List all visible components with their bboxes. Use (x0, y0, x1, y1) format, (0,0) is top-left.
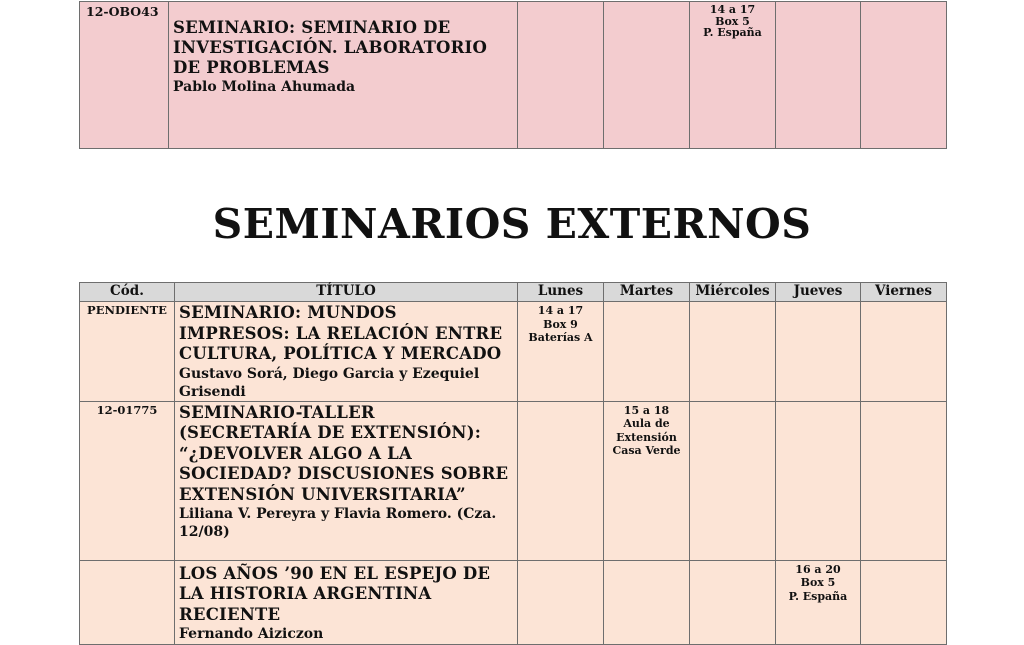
course-title-cell (175, 302, 518, 402)
schedule-cell-empty (518, 2, 604, 149)
course-author: Gustavo Sorá, Diego Garcia y Ezequiel Grisendi (179, 365, 480, 400)
schedule-cell-empty (690, 302, 776, 402)
table-row (80, 401, 947, 560)
schedule-time: 15 a 18 (623, 403, 670, 417)
schedule-room: Box 9 (543, 317, 578, 331)
course-title: SEMINARIO: MUNDOS IMPRESOS: LA RELACIÓN ENTRE CULTURA, POLÍTICA Y MERCADO (179, 303, 503, 363)
course-code: 12-01775 (80, 401, 175, 560)
header-monday: Lunes (518, 283, 604, 302)
section-heading: SEMINARIOS EXTERNOS (212, 200, 812, 248)
course-title: SEMINARIO-TALLER (SECRETARÍA DE EXTENSIÓN): “¿DEVOLVER ALGO A LA SOCIEDAD? DISCUSIONES SOBRE EXTENSIÓN UNIVERSITARIA” (179, 402, 509, 504)
course-code (80, 560, 175, 644)
schedule-cell-empty (690, 560, 776, 644)
table-row (80, 560, 947, 644)
schedule-cell-empty (861, 2, 947, 149)
schedule-cell-empty (776, 401, 861, 560)
course-author: Pablo Molina Ahumada (173, 79, 356, 95)
table-row (80, 302, 947, 402)
schedule-cell-empty (518, 401, 604, 560)
table-row (80, 2, 947, 149)
header-wednesday: Miércoles (690, 283, 776, 302)
schedule-building: Casa Verde (612, 444, 681, 457)
schedule-cell (690, 2, 776, 149)
schedule-cell-empty (518, 560, 604, 644)
course-title-cell (175, 560, 518, 644)
schedule-cell-tuesday (604, 401, 690, 560)
course-code: 12-OBO43 (80, 2, 169, 149)
course-author: Fernando Aiziczon (179, 626, 324, 642)
course-title-cell (175, 401, 518, 560)
top-seminar-table (79, 1, 947, 149)
schedule-room: Aula de (623, 417, 670, 430)
schedule-cell-empty (861, 302, 947, 402)
external-seminars-table (79, 282, 947, 645)
header-tuesday: Martes (604, 283, 690, 302)
schedule-cell-empty (604, 302, 690, 402)
course-code: PENDIENTE (80, 302, 175, 402)
schedule-cell-empty (604, 2, 690, 149)
course-title: SEMINARIO: SEMINARIO DE INVESTIGACIÓN. LABORATORIO DE PROBLEMAS (173, 18, 488, 77)
schedule-building: P. España (788, 589, 848, 603)
course-author: Liliana V. Pereyra y Flavia Romero. (Cza. 12/08) (179, 506, 497, 540)
header-code: Cód. (80, 283, 175, 302)
schedule-cell-thursday (776, 560, 861, 644)
schedule-time: 16 a 20 (795, 562, 841, 576)
schedule-building: P. España (703, 26, 762, 39)
schedule-cell-empty (861, 401, 947, 560)
table-header-row (80, 283, 947, 302)
header-thursday: Jueves (776, 283, 861, 302)
schedule-cell-empty (776, 302, 861, 402)
schedule-cell-empty (604, 560, 690, 644)
schedule-cell-empty (861, 560, 947, 644)
schedule-time: 14 a 17 (709, 3, 756, 16)
course-title-cell (169, 2, 518, 149)
header-title: TÍTULO (175, 283, 518, 302)
schedule-time: 14 a 17 (537, 304, 584, 317)
header-friday: Viernes (861, 283, 947, 302)
course-title: LOS AÑOS ’90 EN EL ESPEJO DE LA HISTORIA ARGENTINA RECIENTE (179, 563, 491, 624)
schedule-cell-monday (518, 302, 604, 402)
schedule-cell-empty (690, 401, 776, 560)
schedule-room: Box 5 (800, 576, 836, 589)
schedule-cell-empty (776, 2, 861, 149)
schedule-room: Extensión (616, 430, 677, 444)
schedule-room: Box 5 (715, 14, 750, 28)
schedule-building: Baterías A (528, 331, 593, 344)
